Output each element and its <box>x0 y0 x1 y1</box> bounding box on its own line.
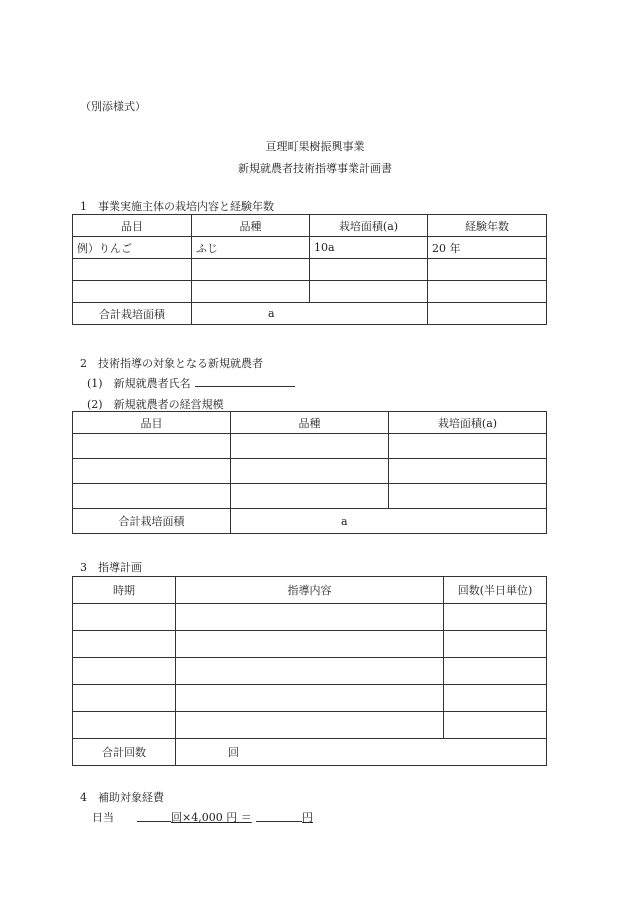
total-label: 合計回数 <box>73 739 176 766</box>
total-count-cell[interactable]: 回 <box>176 739 547 766</box>
cell-period[interactable] <box>73 658 176 685</box>
header-cell: 品目 <box>73 215 192 237</box>
section2-table <box>72 411 547 534</box>
cell-count[interactable] <box>444 685 547 712</box>
section1-table <box>72 214 547 325</box>
table-row <box>73 434 547 459</box>
cell-area[interactable] <box>389 484 547 509</box>
cell-crop[interactable] <box>73 484 231 509</box>
daily-allowance-label: 日当 <box>92 811 114 824</box>
cell-variety[interactable] <box>231 459 389 484</box>
table-row <box>73 259 547 281</box>
cell-period[interactable] <box>73 685 176 712</box>
cell-years[interactable] <box>428 259 547 281</box>
total-row <box>73 509 547 534</box>
cell-period[interactable] <box>73 712 176 739</box>
section1-heading: 1 事業実施主体の栽培内容と経験年数 <box>80 200 274 213</box>
cell-count[interactable] <box>444 712 547 739</box>
table-row <box>73 484 547 509</box>
cell-area[interactable]: 10a <box>310 237 428 259</box>
cell-variety[interactable] <box>231 484 389 509</box>
total-area-cell[interactable]: a <box>231 509 547 534</box>
total-row <box>73 303 547 325</box>
table-header-row <box>73 577 547 604</box>
cell-variety[interactable] <box>192 281 310 303</box>
cell-content[interactable] <box>176 712 444 739</box>
total-row <box>73 739 547 766</box>
cell-variety[interactable] <box>192 259 310 281</box>
cell-content[interactable] <box>176 631 444 658</box>
cell-count[interactable] <box>444 631 547 658</box>
cell-count[interactable] <box>444 604 547 631</box>
table-row <box>73 712 547 739</box>
table-row <box>73 604 547 631</box>
header-cell: 栽培面積(a) <box>389 412 547 434</box>
form-label: （別添様式） <box>80 100 146 113</box>
section4-heading: 4 補助対象経費 <box>80 791 164 804</box>
section2-item1: (1) 新規就農者氏名 <box>87 377 191 390</box>
cell-content[interactable] <box>176 604 444 631</box>
header-cell: 経験年数 <box>428 215 547 237</box>
section2-item2: (2) 新規就農者の経営規模 <box>87 398 224 411</box>
header-cell: 品種 <box>192 215 310 237</box>
header-cell: 品目 <box>73 412 231 434</box>
cell-years[interactable]: 20 年 <box>428 237 547 259</box>
table-row <box>73 685 547 712</box>
count-field[interactable] <box>137 808 171 822</box>
header-cell: 指導内容 <box>176 577 444 604</box>
allowance-formula: 回×4,000 円 ＝ <box>171 811 252 824</box>
title-line2: 新規就農者技術指導事業計画書 <box>238 162 392 175</box>
farmer-name-field[interactable] <box>195 374 295 387</box>
header-cell: 品種 <box>231 412 389 434</box>
header-cell: 栽培面積(a) <box>310 215 428 237</box>
cell-crop[interactable] <box>73 434 231 459</box>
cell-content[interactable] <box>176 658 444 685</box>
table-row <box>73 459 547 484</box>
cell-variety[interactable]: ふじ <box>192 237 310 259</box>
total-label: 合計栽培面積 <box>73 509 231 534</box>
cell-crop[interactable]: 例）りんご <box>73 237 192 259</box>
total-blank-cell <box>428 303 547 325</box>
title-line1: 亘理町果樹振興事業 <box>265 140 365 153</box>
table-row <box>73 658 547 685</box>
cell-crop[interactable] <box>73 459 231 484</box>
cell-area[interactable] <box>389 434 547 459</box>
cell-count[interactable] <box>444 658 547 685</box>
header-cell: 時期 <box>73 577 176 604</box>
cell-content[interactable] <box>176 685 444 712</box>
total-label: 合計栽培面積 <box>73 303 192 325</box>
cell-crop[interactable] <box>73 281 192 303</box>
amount-field[interactable] <box>256 808 302 822</box>
section2-heading: 2 技術指導の対象となる新規就農者 <box>80 357 263 370</box>
header-cell: 回数(半日単位) <box>444 577 547 604</box>
cell-period[interactable] <box>73 631 176 658</box>
table-row <box>73 631 547 658</box>
cell-period[interactable] <box>73 604 176 631</box>
cell-variety[interactable] <box>231 434 389 459</box>
table-row <box>73 281 547 303</box>
section3-table <box>72 576 547 766</box>
cell-area[interactable] <box>389 459 547 484</box>
total-area-cell[interactable]: a <box>192 303 428 325</box>
amount-unit: 円 <box>302 811 313 824</box>
table-header-row <box>73 215 547 237</box>
section3-heading: 3 指導計画 <box>80 561 142 574</box>
cell-area[interactable] <box>310 281 428 303</box>
cell-years[interactable] <box>428 281 547 303</box>
table-row <box>73 237 547 259</box>
cell-crop[interactable] <box>73 259 192 281</box>
cell-area[interactable] <box>310 259 428 281</box>
table-header-row <box>73 412 547 434</box>
